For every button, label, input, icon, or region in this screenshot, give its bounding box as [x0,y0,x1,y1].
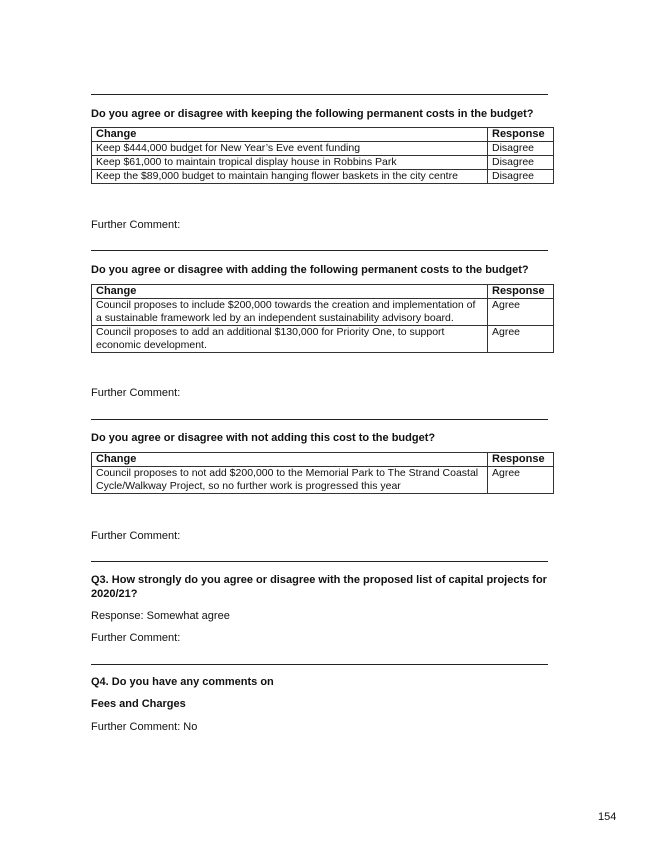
table-row [92,467,554,494]
column-header-change: Change [92,128,488,142]
table-row [92,156,554,170]
change-cell: Keep the $89,000 budget to maintain hanging flower baskets in the city centre [92,170,488,184]
q4-question: Q4. Do you have any comments on [91,676,274,688]
column-header-change: Change [92,453,488,467]
change-cell: Council proposes to add an additional $130,000 for Priority One, to support economic development. [92,326,488,353]
change-cell: Keep $444,000 budget for New Year’s Eve event funding [92,142,488,156]
column-header-response: Response [488,453,554,467]
column-header-response: Response [488,128,554,142]
section1-table [91,127,554,184]
divider [91,94,548,95]
section1-further-comment: Further Comment: [91,219,181,231]
table-row [92,170,554,184]
q3-question: Q3. How strongly do you agree or disagree with the proposed list of capital projects for 2020/21? [91,574,547,600]
change-cell: Council proposes to include $200,000 towards the creation and implementation of a sustainable framework led by an independent sustainability advisory board. [92,299,488,326]
response-cell: Agree [488,467,554,494]
section3-question: Do you agree or disagree with not adding this cost to the budget? [91,432,436,444]
section2-further-comment: Further Comment: [91,387,181,399]
change-cell: Keep $61,000 to maintain tropical display house in Robbins Park [92,156,488,170]
q4-further-comment: Further Comment: No [91,721,198,733]
response-cell: Disagree [488,142,554,156]
divider [91,664,548,665]
q3-further-comment: Further Comment: [91,632,181,644]
table-row [92,299,554,326]
divider [91,419,548,420]
table-row [92,326,554,353]
column-header-response: Response [488,285,554,299]
section2-question: Do you agree or disagree with adding the following permanent costs to the budget? [91,264,529,276]
response-cell: Disagree [488,170,554,184]
section1-question: Do you agree or disagree with keeping the following permanent costs in the budget? [91,108,534,120]
page-number: 154 [598,811,617,823]
section2-table [91,284,554,353]
table-row [92,142,554,156]
response-cell: Agree [488,326,554,353]
column-header-change: Change [92,285,488,299]
response-cell: Agree [488,299,554,326]
q3-response: Response: Somewhat agree [91,610,230,622]
response-cell: Disagree [488,156,554,170]
divider [91,561,548,562]
section3-further-comment: Further Comment: [91,530,181,542]
change-cell: Council proposes to not add $200,000 to the Memorial Park to The Strand Coastal Cycle/Walkway Project, so no further work is progressed this year [92,467,488,494]
section3-table [91,452,554,494]
divider [91,250,548,251]
q4-subheading: Fees and Charges [91,698,186,710]
